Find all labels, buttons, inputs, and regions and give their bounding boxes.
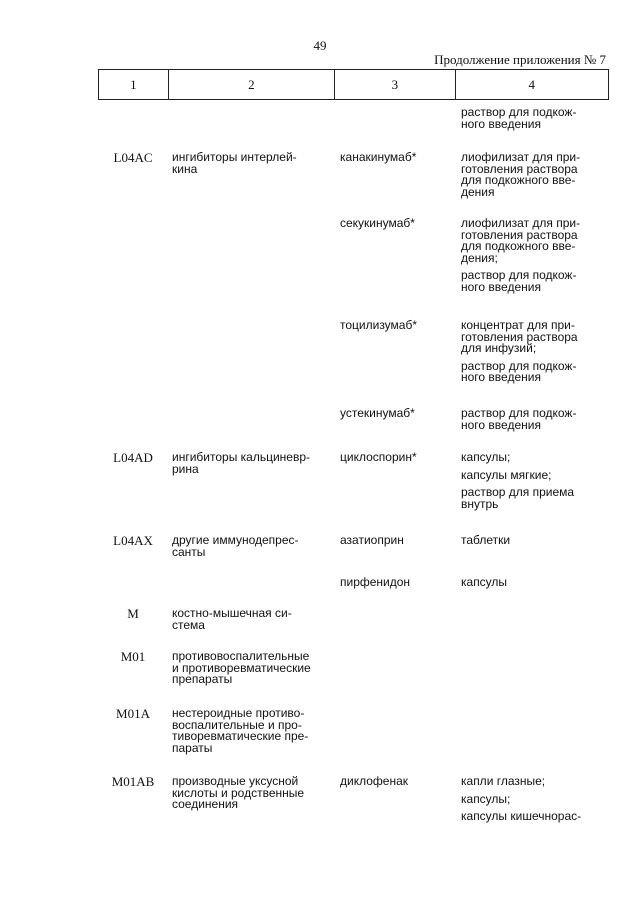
drug-name: азатиоприн — [340, 533, 404, 547]
table-header — [98, 69, 609, 100]
dosage-forms — [461, 218, 606, 299]
anatomical-therapeutic-group: костно-мышечная си- стема — [172, 606, 292, 632]
drug-name: устекинумаб* — [340, 406, 415, 420]
dosage-form: раствор для подкож- ного введения — [461, 406, 577, 432]
dosage-form: капсулы — [461, 575, 508, 589]
anatomical-therapeutic-group: нестероидные противо- воспалительные и про- тиворевматические пре- параты — [172, 706, 309, 755]
dosage-forms — [461, 107, 606, 136]
drug-name: секукинумаб* — [340, 216, 415, 230]
dosage-forms — [461, 152, 606, 204]
page-number: 49 — [313, 38, 327, 53]
drug-name: тоцилизумаб* — [340, 318, 418, 332]
dosage-form: концентрат для при- готовления раствора для инфузий; — [461, 318, 578, 355]
atc-code: M — [127, 606, 139, 621]
dosage-form: лиофилизат для при- готовления раствора для подкожного вве- дения; — [461, 216, 581, 265]
anatomical-therapeutic-group: ингибиторы кальциневр- рина — [172, 450, 311, 476]
anatomical-therapeutic-group: ингибиторы интерлей- кина — [172, 150, 297, 176]
dosage-form: раствор для подкож- ного введения — [461, 268, 577, 294]
drug-name: диклофенак — [340, 774, 408, 788]
anatomical-therapeutic-group: производные уксусной кислоты и родственные соединения — [172, 774, 305, 811]
column-header-3: 3 — [335, 70, 456, 99]
dosage-forms — [461, 320, 606, 390]
anatomical-therapeutic-group: противовоспалительные и противоревматические препараты — [172, 649, 311, 686]
atc-code: L04AX — [113, 533, 153, 548]
dosage-form: капсулы мягкие; — [461, 467, 552, 482]
atc-code: L04AD — [113, 450, 153, 465]
dosage-form: капсулы; — [461, 450, 511, 464]
dosage-form: раствор для приема внутрь — [461, 485, 575, 511]
dosage-forms — [461, 577, 606, 595]
atc-code: M01A — [116, 706, 150, 721]
dosage-form: капсулы кишечнорас- — [461, 809, 582, 823]
dosage-form: лиофилизат для при- готовления раствора для подкожного вве- дения — [461, 150, 581, 199]
dosage-form: раствор для подкож- ного введения — [461, 105, 577, 131]
drug-name: канакинумаб* — [340, 150, 417, 164]
column-header-2: 2 — [169, 70, 335, 99]
column-header-4: 4 — [528, 76, 536, 92]
appendix-continuation-note: Продолжение приложения № 7 — [434, 52, 606, 67]
column-header-1: 1 — [99, 70, 169, 99]
drug-name: циклоспорин* — [340, 450, 417, 464]
drug-name: пирфенидон — [340, 575, 411, 589]
dosage-forms — [461, 408, 606, 437]
dosage-form: капли глазные; — [461, 774, 546, 788]
dosage-form: таблетки — [461, 533, 511, 547]
dosage-forms — [461, 776, 606, 829]
atc-code: M01 — [120, 649, 146, 664]
atc-code: L04AC — [113, 150, 153, 165]
dosage-forms — [461, 535, 606, 553]
dosage-forms — [461, 452, 606, 516]
atc-code: M01AB — [111, 774, 155, 789]
dosage-form: капсулы; — [461, 791, 511, 806]
dosage-form: раствор для подкож- ного введения — [461, 358, 577, 384]
anatomical-therapeutic-group: другие иммунодепрес- санты — [172, 533, 299, 559]
